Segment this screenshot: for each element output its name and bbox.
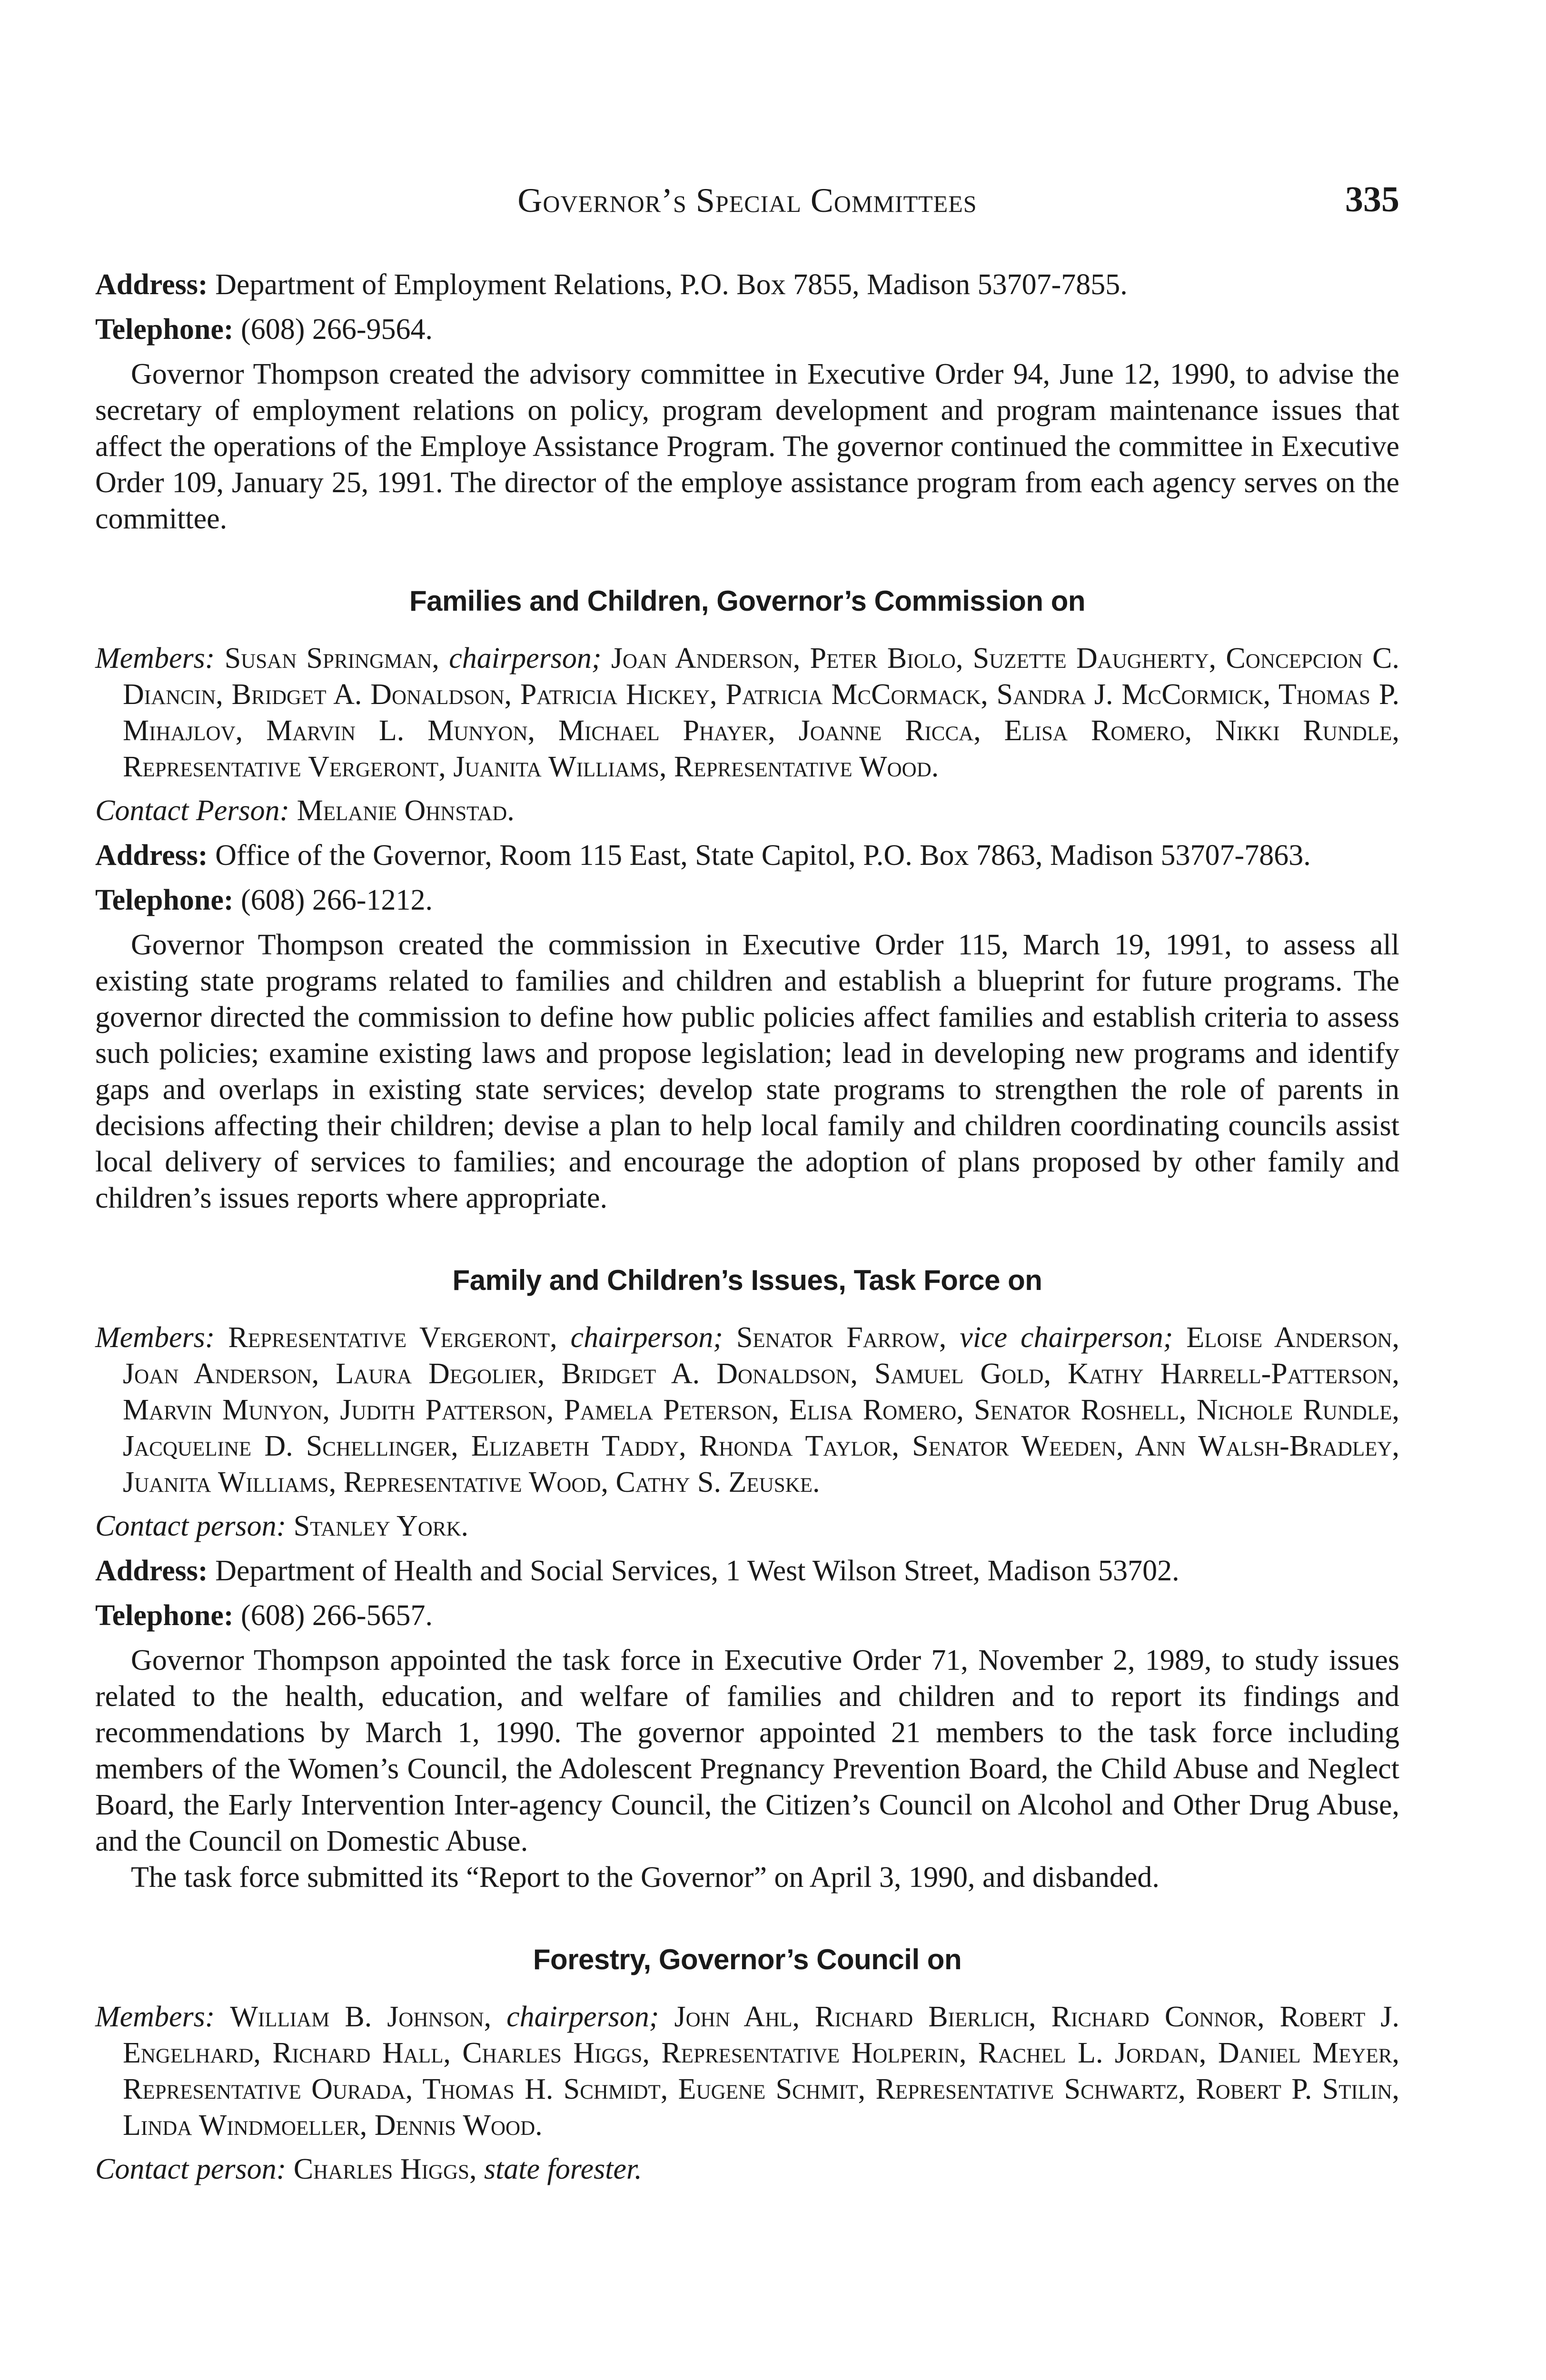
chair-name: William B. Johnson, (230, 2001, 492, 2033)
address (95, 837, 1399, 873)
contact-label: Contact person: (95, 1510, 287, 1542)
contact-role: state forester. (484, 2153, 642, 2185)
telephone-value: (608) 266-9564. (241, 313, 433, 346)
telephone-label: Telephone: (95, 313, 234, 346)
members-label: Members: (95, 1321, 215, 1354)
contact-label: Contact person: (95, 2153, 287, 2185)
address-label: Address: (95, 839, 208, 872)
contact-person (95, 793, 1399, 829)
address (95, 1553, 1399, 1589)
chair-name: Representative Vergeront, (228, 1321, 557, 1354)
description: Governor Thompson created the commission in Executive Order 115, March 19, 1991, to assess all existing state programs related to families and children and establish a blueprint for future programs. The governor directed the commission to define how public policies affect families and establish criteria to assess such policies; examine existing laws and propose legislation; lead in developing new programs and identify gaps and overlaps in existing state services; develop state programs to strengthen the role of parents in decisions affecting their children; devise a plan to help local family and children coordinating councils assist local delivery of services to families; and encourage the adoption of plans proposed by other family and children’s issues reports where appropriate. (95, 929, 1399, 1214)
members-list (95, 1319, 1399, 1500)
members-list (95, 1999, 1399, 2143)
contact-name: Stanley York. (293, 1510, 469, 1542)
telephone (95, 1597, 1399, 1634)
members-label: Members: (95, 642, 215, 674)
forestry-section (95, 1943, 1399, 2187)
telephone-value: (608) 266-5657. (241, 1599, 433, 1632)
page-number: 335 (1345, 179, 1399, 219)
address-value: Office of the Governor, Room 115 East, State Capitol, P.O. Box 7863, Madison 53707-7863. (215, 839, 1311, 872)
chair-role: chairperson; (506, 2001, 659, 2033)
section-heading: Forestry, Governor’s Council on (533, 1944, 962, 1975)
chair-role: chairperson; (449, 642, 602, 674)
members-names: John Ahl, Richard Bierlich, Richard Connor, Robert J. Engelhard, Richard Hall, Charles Higgs, Representative Holperin, Rachel L. Jordan, Daniel Meyer, Representative Ourada, Thomas H. Schmidt, Eugene Schmit, Representative Schwartz, Robert P. Stilin, Linda Windmoeller, Dennis Wood. (123, 2001, 1400, 2142)
family-issues-section (95, 1264, 1399, 1895)
vice-chair-name: Senator Farrow, (736, 1321, 947, 1354)
address-label: Address: (95, 1555, 208, 1587)
telephone (95, 882, 1399, 918)
telephone-value: (608) 266-1212. (241, 884, 433, 916)
running-head (95, 181, 1399, 233)
chair-role: chairperson; (570, 1321, 723, 1354)
intro-address (95, 267, 1399, 303)
document-page (95, 181, 1399, 2196)
section-heading: Family and Children’s Issues, Task Force on (452, 1264, 1042, 1296)
intro-description: Governor Thompson created the advisory committee in Executive Order 94, June 12, 1990, to advise the secretary of employment relations on policy, program development and program maintenance issues that affect the operations of the Employe Assistance Program. The governor continued the committee in Executive Order 109, January 25, 1991. The director of the employe assistance program from each agency serves on the committee. (95, 358, 1399, 535)
chair-name: Susan Springman, (224, 642, 439, 674)
running-title: Governor’s Special Committees (517, 181, 977, 219)
vice-chair-role: vice chairperson; (960, 1321, 1173, 1354)
intro-telephone (95, 311, 1399, 347)
section-heading: Families and Children, Governor’s Commission on (409, 585, 1086, 617)
families-children-section (95, 585, 1399, 1216)
telephone-label: Telephone: (95, 884, 234, 916)
address-value: Department of Employment Relations, P.O. Box 7855, Madison 53707-7855. (215, 268, 1128, 301)
members-names: Eloise Anderson, Joan Anderson, Laura Degolier, Bridget A. Donaldson, Samuel Gold, Kathy Harrell-Patterson, Marvin Munyon, Judith Patterson, Pamela Peterson, Elisa Romero, Senator Roshell, Nichole Rundle, Jacqueline D. Schellinger, Elizabeth Taddy, Rhonda Taylor, Senator Weeden, Ann Walsh-Bradley, Juanita Williams, Representative Wood, Cathy S. Zeuske. (123, 1321, 1400, 1498)
members-names: Joan Anderson, Peter Biolo, Suzette Daugherty, Concepcion C. Diancin, Bridget A. Donaldson, Patricia Hickey, Patricia McCormack, Sandra J. McCormick, Thomas P. Mihajlov, Marvin L. Munyon, Michael Phayer, Joanne Ricca, Elisa Romero, Nikki Rundle, Representative Vergeront, Juanita Williams, Representative Wood. (123, 642, 1400, 783)
telephone-label: Telephone: (95, 1599, 234, 1632)
contact-name: Melanie Ohnstad. (297, 794, 515, 827)
members-list (95, 640, 1399, 785)
contact-name: Charles Higgs, (293, 2153, 477, 2185)
contact-label: Contact Person: (95, 794, 290, 827)
intro-section (95, 267, 1399, 537)
contact-person (95, 2151, 1399, 2187)
description-closing: The task force submitted its “Report to the Governor” on April 3, 1990, and disbanded. (131, 1861, 1160, 1894)
address-label: Address: (95, 268, 208, 301)
members-label: Members: (95, 2001, 215, 2033)
address-value: Department of Health and Social Services, 1 West Wilson Street, Madison 53702. (215, 1555, 1179, 1587)
contact-person (95, 1508, 1399, 1544)
description: Governor Thompson appointed the task force in Executive Order 71, November 2, 1989, to study issues related to the health, education, and welfare of families and children and to report its findings and recommendations by March 1, 1990. The governor appointed 21 members to the task force including members of the Women’s Council, the Adolescent Pregnancy Prevention Board, the Child Abuse and Neglect Board, the Early Intervention Inter-agency Council, the Citizen’s Council on Alcohol and Other Drug Abuse, and the Council on Domestic Abuse. (95, 1644, 1399, 1857)
